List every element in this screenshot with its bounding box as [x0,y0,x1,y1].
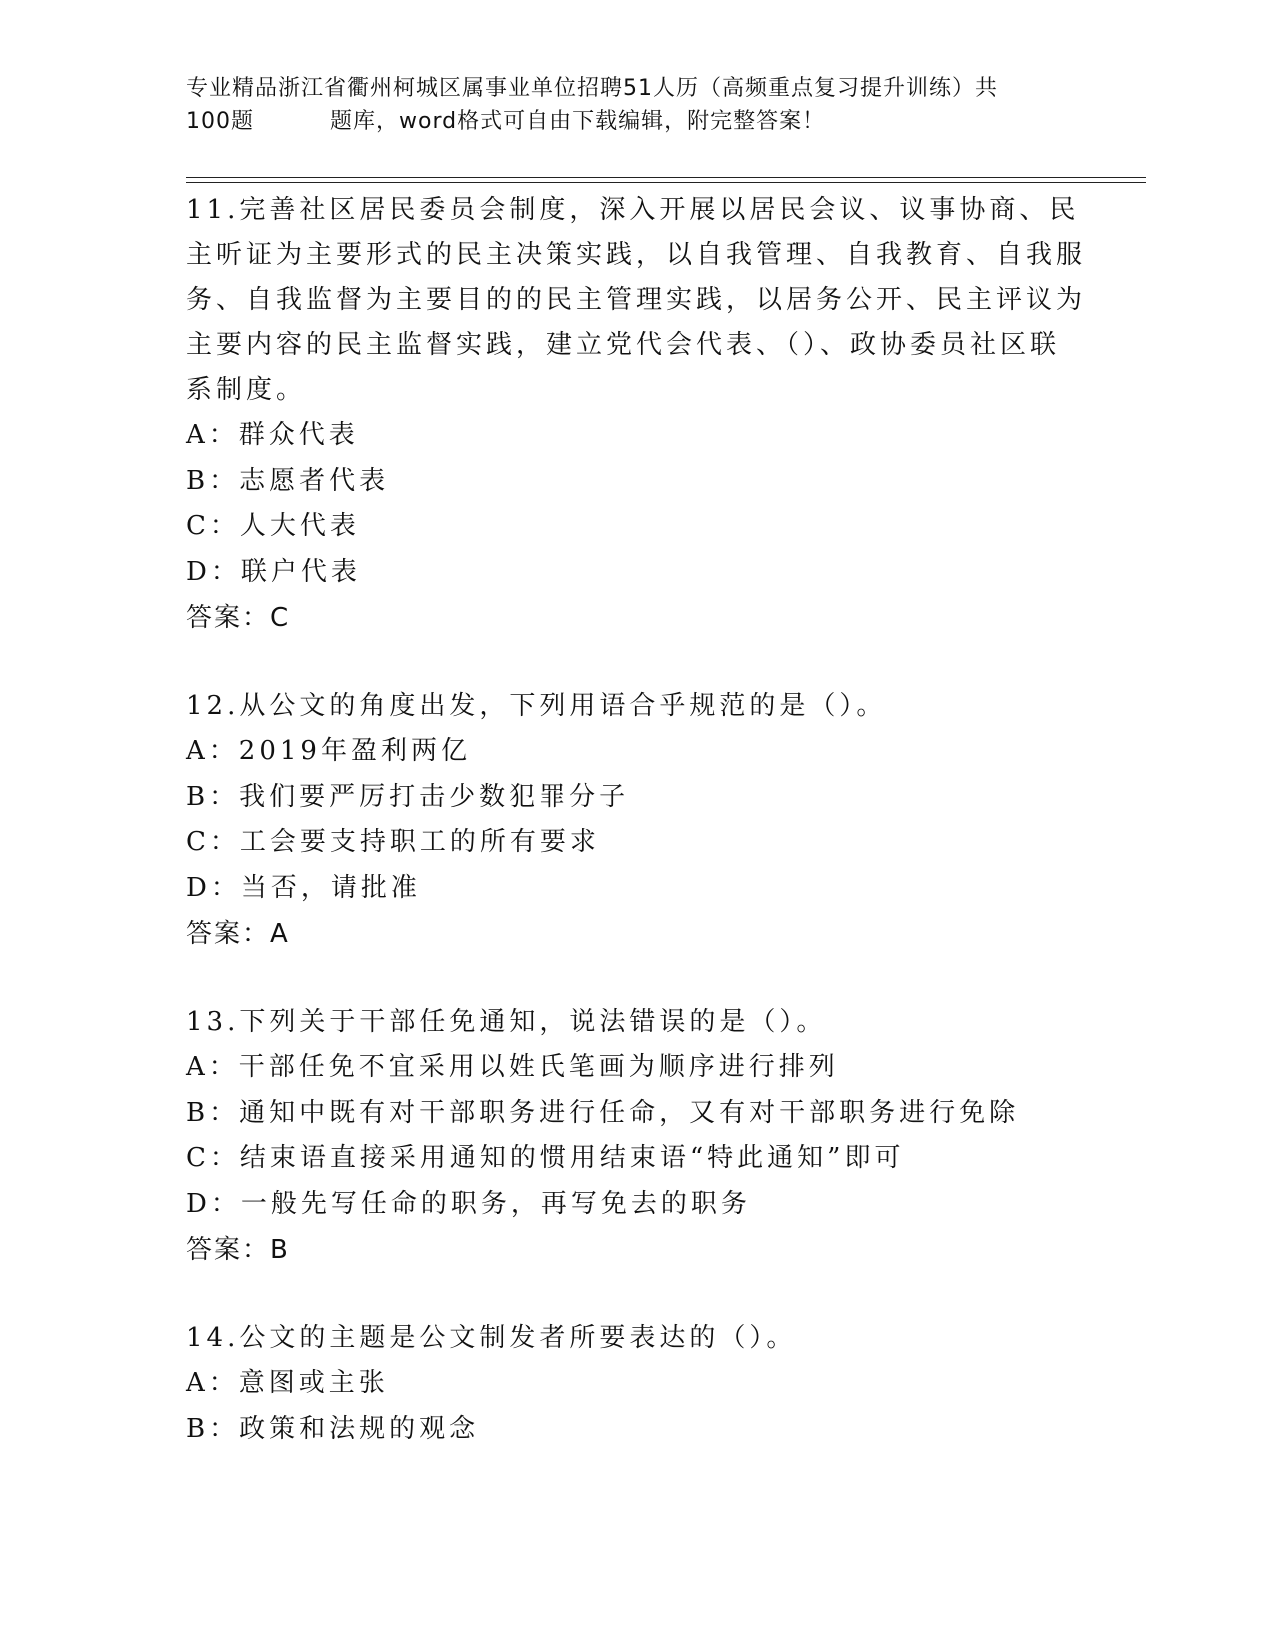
question-text: 11.完善社区居民委员会制度，深入开展以居民会议、议事协商、民主听证为主要形式的民主决策实践，以自我管理、自我教育、自我服务、自我监督为主要目的的民主管理实践，以居务公开、民主评议为主要内容的民主监督实践，建立党代会代表、（）、政协委员社区联系制度。 [186,195,1087,405]
option-a: A：群众代表 [186,420,359,450]
question-text: 12.从公文的角度出发，下列用语合乎规范的是（）。 [186,691,887,721]
answer: 答案：B [186,1235,290,1265]
header-divider-bottom [186,182,1146,183]
header-divider-top [186,177,1146,178]
header-question-count: 100题 [186,109,254,134]
question-text: 13.下列关于干部任免通知，说法错误的是（）。 [186,1007,827,1037]
option-d: D：当否，请批准 [186,872,421,903]
option-b: B：通知中既有对干部职务进行任命，又有对干部职务进行免除 [186,1097,1020,1128]
document-header [186,72,1066,138]
option-b: B：政策和法规的观念 [186,1413,480,1444]
option-d: D：联户代表 [186,556,361,587]
answer: 答案：C [186,603,291,633]
question-14 [186,1316,1086,1452]
option-b: B：志愿者代表 [186,465,390,496]
header-description: 题库，word格式可自由下载编辑，附完整答案！ [330,109,826,134]
option-b: B：我们要严厉打击少数犯罪分子 [186,781,630,812]
option-c: C：结束语直接采用通知的惯用结束语“特此通知”即可 [186,1143,905,1173]
option-a: A：干部任免不宜采用以姓氏笔画为顺序进行排列 [186,1052,839,1082]
question-12 [186,684,1086,957]
header-subtitle-line [186,105,1066,138]
answer: 答案：A [186,919,290,949]
option-d: D：一般先写任命的职务，再写免去的职务 [186,1188,751,1219]
option-a: A：2019年盈利两亿 [186,736,471,766]
question-list [186,188,1086,1495]
question-text: 14.公文的主题是公文制发者所要表达的（）。 [186,1323,797,1353]
option-c: C：人大代表 [186,511,360,541]
option-c: C：工会要支持职工的所有要求 [186,827,600,857]
option-a: A：意图或主张 [186,1368,389,1398]
header-title-line: 专业精品浙江省衢州柯城区属事业单位招聘51人历（高频重点复习提升训练）共 [186,76,998,101]
question-13 [186,1000,1086,1273]
question-11 [186,188,1086,641]
